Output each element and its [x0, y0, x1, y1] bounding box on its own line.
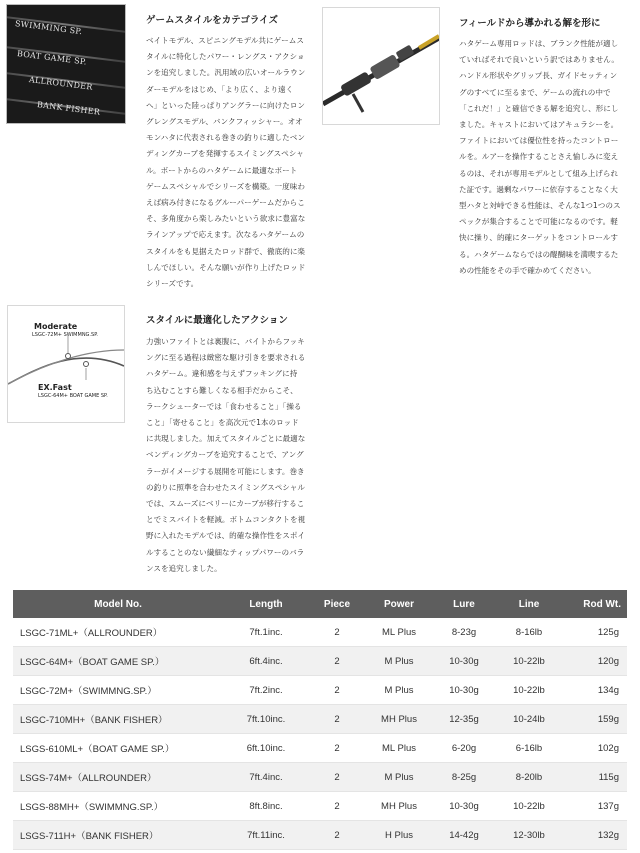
paragraph-line: グのすべてに至るまで、ゲームの流れの中で: [459, 87, 611, 97]
paragraph-line: 「これだ！」と確信できる解を追究し、形にし: [459, 103, 619, 113]
section-heading-field-solution: フィールドから導かれる解を形に: [459, 18, 601, 29]
series-label-allrounder: ALLROUNDER: [28, 75, 94, 92]
model-cell: LSGS-610ML+（BOAT GAME SP.）: [13, 734, 223, 763]
section-heading-action: スタイルに最適化したアクション: [146, 315, 288, 326]
paragraph-line: えば病み付きになるグルーパーゲームだからこ: [146, 198, 305, 208]
piece-cell: 2: [309, 792, 365, 821]
model-cell: LSGC-72M+（SWIMMNG.SP.）: [13, 676, 223, 705]
exfast-label: EX.Fast: [38, 383, 72, 392]
power-cell: MH Plus: [365, 792, 433, 821]
paragraph-line: ました。キャストにおいてはアキュラシーを。: [459, 120, 619, 130]
paragraph-line: ベンディングカーブを追究することで、アング: [146, 450, 304, 460]
paragraph-line: ていればそれで良いという訳ではありません。: [459, 55, 619, 65]
model-cell: LSGC-71ML+（ALLROUNDER）: [13, 618, 223, 647]
piece-cell: 2: [309, 618, 365, 647]
paragraph-line: ハンドル形状やグリップ長、ガイドセッティン: [459, 71, 618, 81]
paragraph-line: 野に入れたモデルでは、的確な操作性をスポイ: [146, 531, 306, 541]
line-cell: 10-22lb: [495, 676, 563, 705]
length-cell: 7ft.1inc.: [223, 618, 309, 647]
piece-cell: 2: [309, 676, 365, 705]
line-cell: 10-22lb: [495, 792, 563, 821]
piece-cell: 2: [309, 821, 365, 850]
section-body-field-solution: [459, 36, 634, 279]
header-piece: Piece: [309, 590, 365, 618]
lure-cell: 10-30g: [433, 676, 495, 705]
length-cell: 6ft.4inc.: [223, 647, 309, 676]
section-body-action: [146, 334, 316, 577]
paragraph-line: ル。ボートからのハタゲームに最適なボート: [146, 165, 298, 175]
paragraph-line: そ、多角度から楽しみたいという欲求に豊富な: [146, 214, 306, 224]
paragraph-line: ディングカーブを発揮するスイミングスペシャ: [146, 149, 304, 159]
section-heading-game-style: ゲームスタイルをカテゴライズ: [146, 15, 279, 26]
line-cell: 10-22lb: [495, 647, 563, 676]
moderate-model: LSGC-72M+ SWIMMNG.SP.: [32, 332, 99, 338]
paragraph-line: グレングスモデル、バンクフィッシャー。オオ: [146, 117, 303, 127]
paragraph-line: ングに至る過程は緻密な駆け引きを要求される: [146, 353, 306, 363]
paragraph-line: ラインアップで応えます。次なるハタゲームの: [146, 230, 305, 240]
paragraph-line: 型ハタと対峙できる性能は、そんな1つ1つのス: [459, 201, 621, 211]
length-cell: 8ft.8inc.: [223, 792, 309, 821]
paragraph-line: スタイルをも見据えたロッド群で、徹底的に楽: [146, 246, 306, 256]
series-label-swimming: SWIMMING SP.: [14, 19, 83, 37]
spec-table-header-row: [13, 590, 627, 618]
paragraph-line: ンを追究しました。汎用域の広いオールラウン: [146, 68, 306, 78]
header-model-no: Model No.: [13, 590, 223, 618]
power-cell: H Plus: [365, 821, 433, 850]
paragraph-line: モンハタに代表される巻きの釣りに適したベン: [146, 133, 305, 143]
model-cell: LSGC-710MH+（BANK FISHER）: [13, 705, 223, 734]
model-cell: LSGS-88MH+（SWIMMNG.SP.）: [13, 792, 223, 821]
paragraph-line: ベイトモデル、スピニングモデル共にゲームス: [146, 36, 304, 45]
length-cell: 7ft.2inc.: [223, 676, 309, 705]
line-cell: 6-16lb: [495, 734, 563, 763]
paragraph-line: へ」といった陸っぱりアングラーに向けたロン: [146, 100, 306, 110]
reel-seat-illustration: [323, 8, 439, 124]
model-cell: LSGC-64M+（BOAT GAME SP.）: [13, 647, 223, 676]
reel-seat-photo: [322, 7, 440, 125]
power-cell: MH Plus: [365, 705, 433, 734]
lure-cell: 12-35g: [433, 705, 495, 734]
length-cell: 7ft.4inc.: [223, 763, 309, 792]
table-row: [13, 647, 627, 676]
power-cell: M Plus: [365, 647, 433, 676]
length-cell: 6ft.10inc.: [223, 734, 309, 763]
lure-cell: 8-23g: [433, 618, 495, 647]
piece-cell: 2: [309, 734, 365, 763]
paragraph-line: めの性能をその手で確かめてください。: [459, 265, 596, 275]
paragraph-line: ち込むことすら難しくなる相手だからこそ、: [146, 385, 298, 395]
section-body-game-style: [146, 33, 316, 292]
lure-cell: 10-30g: [433, 792, 495, 821]
header-lure: Lure: [433, 590, 495, 618]
paragraph-line: た証です。過剰なパワーに依存することなく大: [459, 184, 618, 194]
table-row: [13, 821, 627, 850]
paragraph-line: る。ハタゲームならではの醍醐味を満喫するた: [459, 249, 619, 259]
paragraph-line: ラーがイメージする展開を可能にします。巻き: [146, 466, 305, 476]
paragraph-line: ダーモデルをはじめ、「より広く、より遠く: [146, 84, 294, 94]
paragraph-line: ファイトにおいては優位性を持ったコントロー: [459, 136, 619, 146]
rod-weight-cell: 115g: [563, 763, 627, 792]
paragraph-line: ラークシューターでは「食わせること」「操る: [146, 401, 302, 411]
line-cell: 8-16lb: [495, 618, 563, 647]
rod-weight-cell: 120g: [563, 647, 627, 676]
table-row: [13, 792, 627, 821]
paragraph-line: ハタゲーム専用ロッドは、ブランク性能が適し: [459, 39, 619, 48]
table-row: [13, 618, 627, 647]
paragraph-line: 快に操り、的確にターゲットをコントロールす: [459, 233, 619, 243]
paragraph-line: ペックが集合することで可能になるのです。軽: [459, 217, 618, 227]
paragraph-line: ハタゲーム。違和感を与えずフッキングに持: [146, 369, 298, 379]
header-line: Line: [495, 590, 563, 618]
paragraph-line: ンスを追究しました。: [146, 563, 222, 573]
rod-weight-cell: 134g: [563, 676, 627, 705]
table-row: [13, 734, 627, 763]
paragraph-line: ルを。ルアーを操作することさえ愉しみに変え: [459, 152, 619, 162]
power-cell: M Plus: [365, 676, 433, 705]
piece-cell: 2: [309, 647, 365, 676]
spec-table: [13, 590, 627, 850]
rod-action-diagram: [7, 305, 125, 423]
length-cell: 7ft.10inc.: [223, 705, 309, 734]
piece-cell: 2: [309, 705, 365, 734]
line-cell: 12-30lb: [495, 821, 563, 850]
paragraph-line: の釣りに照準を合わせたスイミングスペシャル: [146, 482, 305, 492]
table-row: [13, 763, 627, 792]
table-row: [13, 705, 627, 734]
lure-cell: 6-20g: [433, 734, 495, 763]
paragraph-line: ゲームスペシャルでシリーズを構築。一度味わ: [146, 181, 305, 191]
paragraph-line: こと」「寄せること」を高次元で1本のロッド: [146, 418, 299, 428]
rod-weight-cell: 125g: [563, 618, 627, 647]
rod-weight-cell: 137g: [563, 792, 627, 821]
series-label-bank-fisher: BANK FISHER: [36, 100, 101, 117]
length-cell: 7ft.11inc.: [223, 821, 309, 850]
series-label-boat-game: BOAT GAME SP.: [16, 49, 88, 67]
paragraph-line: シリーズです。: [146, 279, 199, 289]
exfast-model: LSGC-64M+ BOAT GAME SP.: [38, 393, 108, 399]
line-cell: 10-24lb: [495, 705, 563, 734]
power-cell: M Plus: [365, 763, 433, 792]
header-rod-weight: Rod Wt.: [563, 590, 627, 618]
moderate-label: Moderate: [34, 322, 78, 331]
paragraph-line: るのは、それが専用モデルとして組み上げられ: [459, 168, 619, 178]
paragraph-line: では、スムーズにベリーにカーブが移行するこ: [146, 499, 305, 509]
paragraph-line: タイルに特化したパワー・レングス・アクショ: [146, 52, 305, 62]
header-length: Length: [223, 590, 309, 618]
rod-series-photo: [6, 4, 126, 124]
rod-weight-cell: 102g: [563, 734, 627, 763]
paragraph-line: 力強いファイトとは裏腹に、バイトからフッキ: [146, 337, 305, 346]
rod-weight-cell: 159g: [563, 705, 627, 734]
piece-cell: 2: [309, 763, 365, 792]
paragraph-line: ルすることのない繊細なティップパワーのバラ: [146, 547, 305, 557]
power-cell: ML Plus: [365, 734, 433, 763]
lure-cell: 10-30g: [433, 647, 495, 676]
paragraph-line: とでミスバイトを軽減。ボトムコンタクトを視: [146, 515, 306, 525]
header-power: Power: [365, 590, 433, 618]
table-row: [13, 676, 627, 705]
paragraph-line: に共現しました。加えてスタイルごとに最適な: [146, 434, 306, 444]
line-cell: 8-20lb: [495, 763, 563, 792]
lure-cell: 8-25g: [433, 763, 495, 792]
model-cell: LSGS-74M+（ALLROUNDER）: [13, 763, 223, 792]
power-cell: ML Plus: [365, 618, 433, 647]
lure-cell: 14-42g: [433, 821, 495, 850]
paragraph-line: しんでほしい。そんな願いが作り上げたロッド: [146, 262, 306, 272]
model-cell: LSGS-711H+（BANK FISHER）: [13, 821, 223, 850]
rod-weight-cell: 132g: [563, 821, 627, 850]
